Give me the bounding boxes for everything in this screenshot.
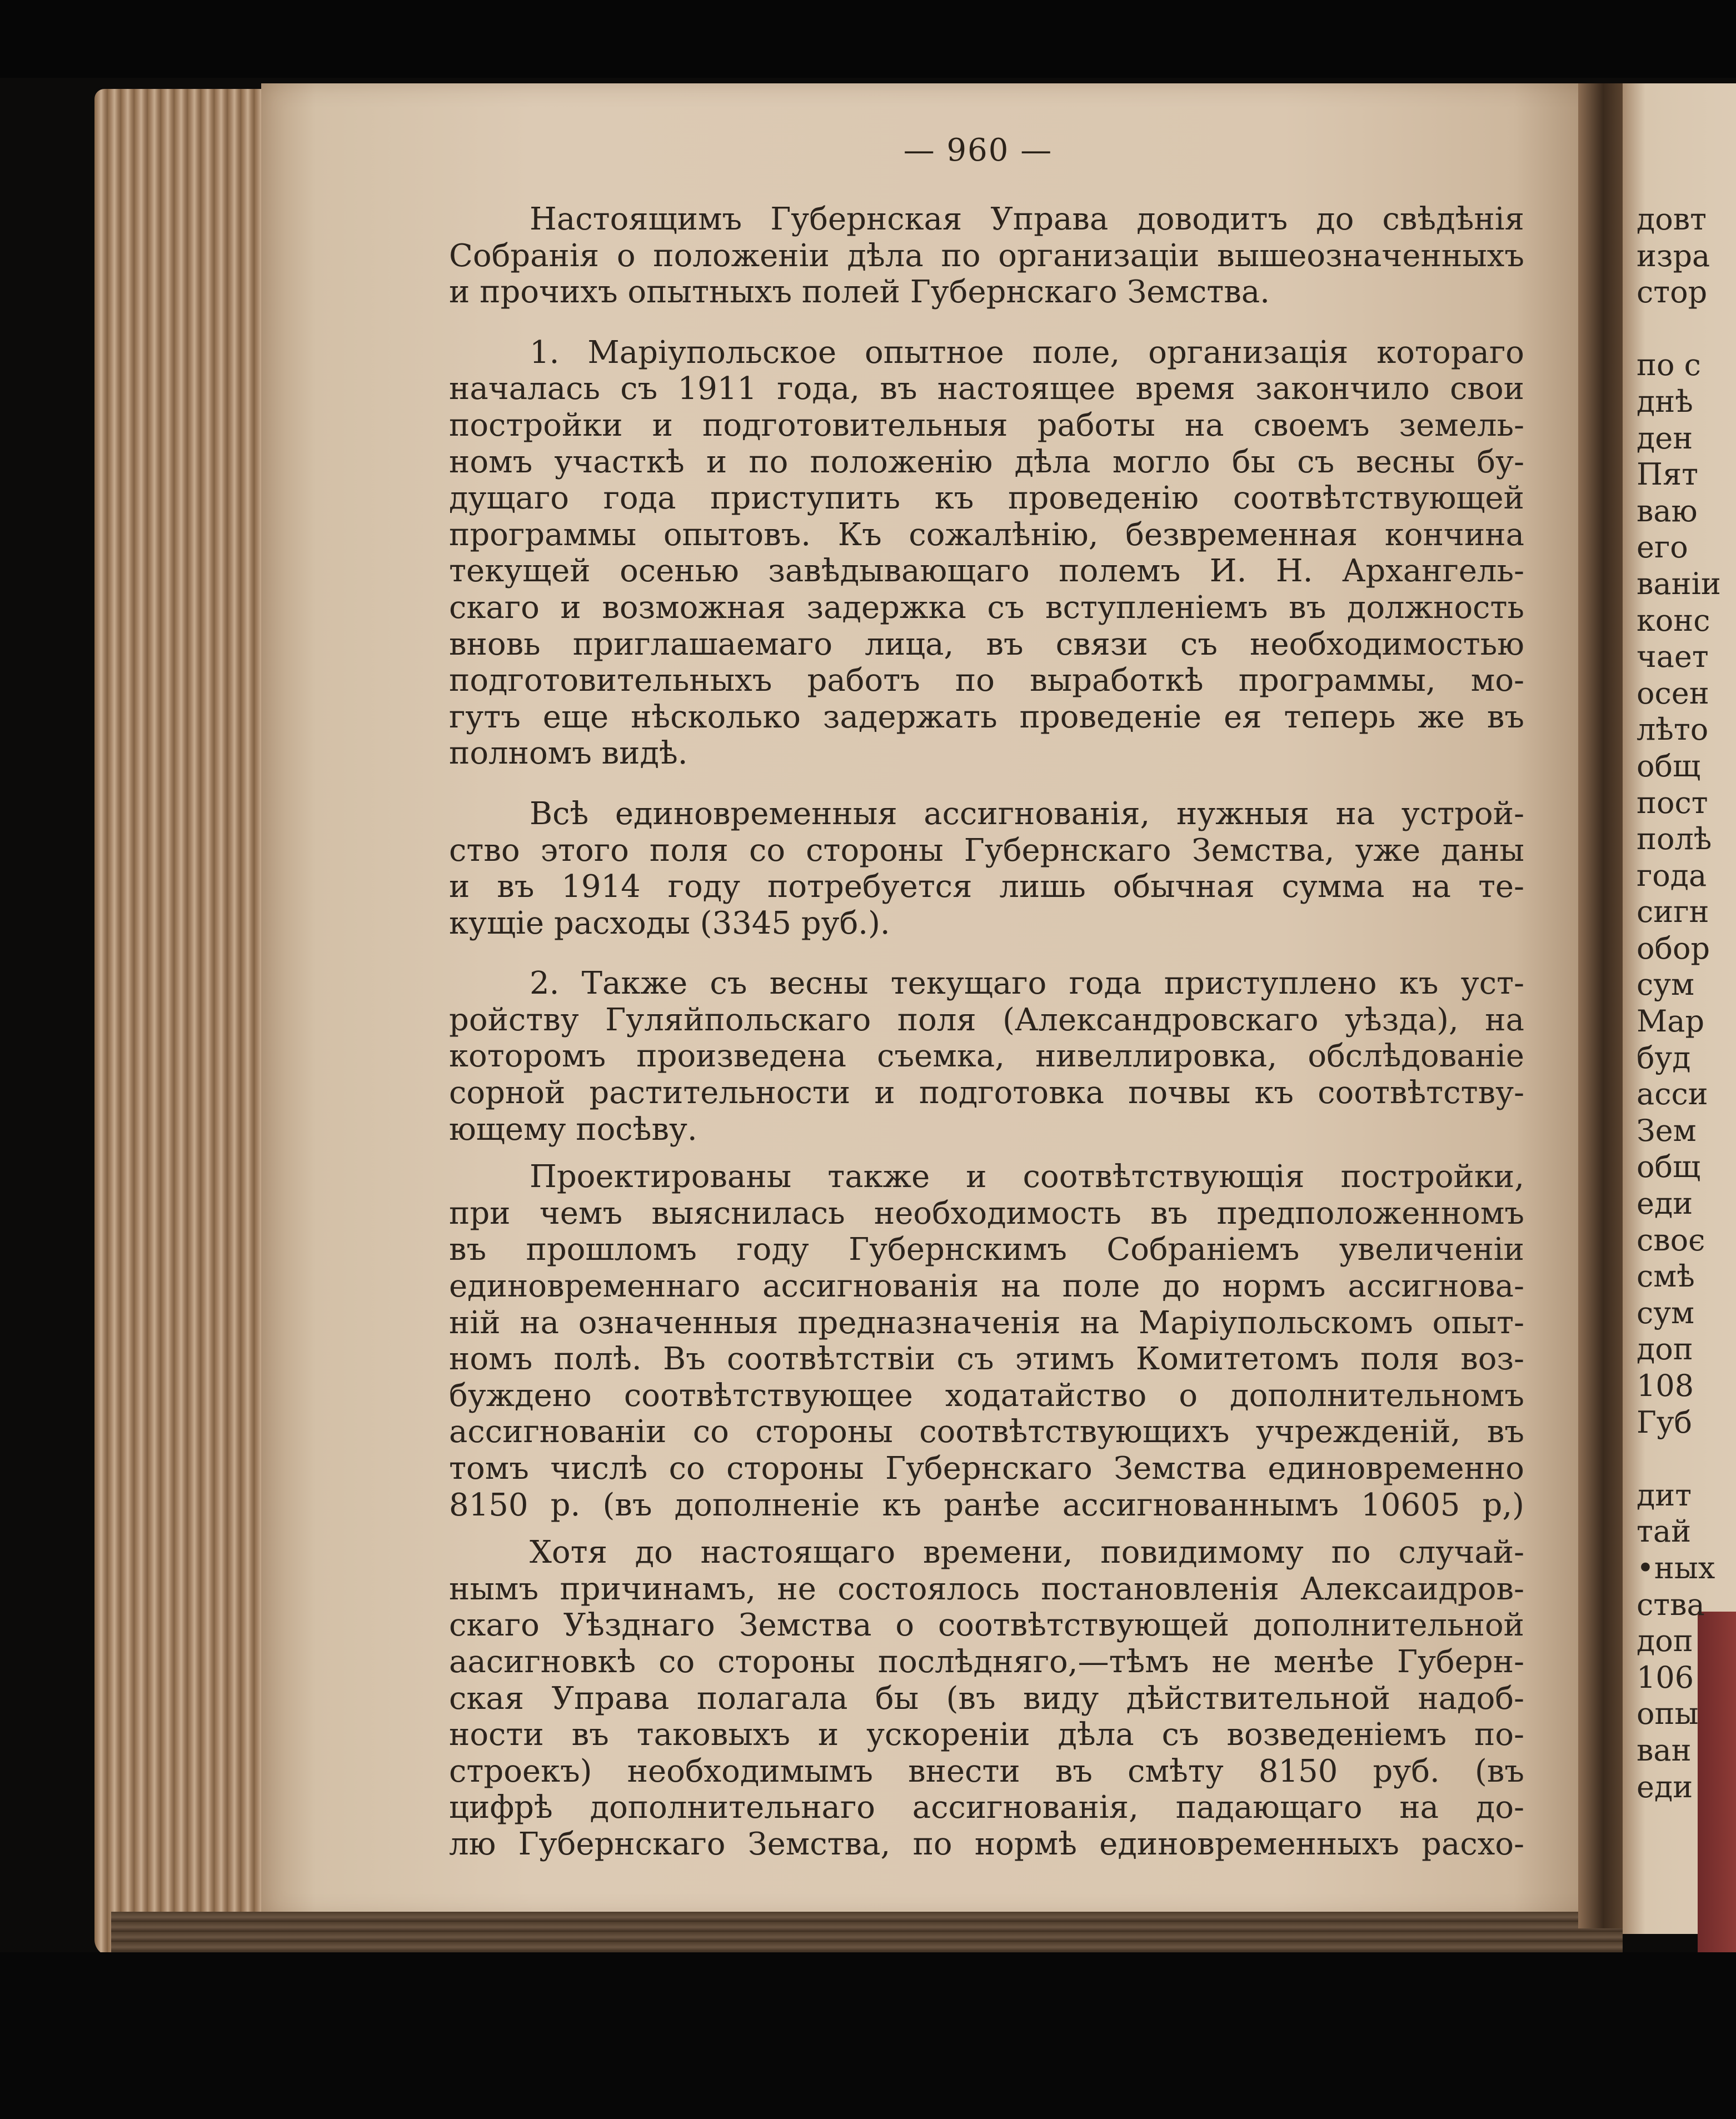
text-line: Проектированы также и соотвѣтствующія постройки, [530, 1159, 1524, 1195]
page-edges-bottom [111, 1912, 1623, 1956]
text-line: номъ участкѣ и по положенію дѣла могло бы съ весны бу- [449, 443, 1524, 480]
text-line: еди [1637, 1769, 1693, 1804]
text-line: кущіе расходы (3345 руб.). [449, 905, 890, 941]
text-line: 2. Также съ весны текущаго года приступлено къ уст- [530, 965, 1524, 1002]
text-line: ваніи [1637, 566, 1721, 601]
text-line: чает [1637, 639, 1709, 675]
text-line: гутъ еще нѣсколько задержать проведеніе ея теперь же въ [449, 699, 1524, 735]
text-line: лю Губернскаго Земства, по нормѣ единовременныхъ расхо- [449, 1826, 1524, 1862]
text-line: тай [1637, 1514, 1692, 1549]
text-line: вновь приглашаемаго лица, въ связи съ необходимостью [449, 626, 1524, 662]
text-line: по с [1637, 347, 1701, 383]
background-top [0, 0, 1736, 78]
text-line: ройству Гуляйпольскаго поля (Александровскаго уѣзда), на [449, 1001, 1524, 1038]
text-line: обор [1637, 930, 1710, 966]
text-line: при чемъ выяснилась необходимость въ предположенномъ [449, 1195, 1524, 1231]
text-line: лѣто [1637, 712, 1709, 747]
text-line: цифрѣ дополнительнаго ассигнованія, падающаго на до- [449, 1789, 1524, 1826]
text-line: Пят [1637, 457, 1699, 492]
text-line: томъ числѣ со стороны Губернскаго Земства единовременно [449, 1450, 1524, 1487]
text-line: доп [1637, 1332, 1693, 1367]
text-line: въ прошломъ году Губернскимъ Собраніемъ увеличеніи [449, 1231, 1524, 1268]
text-line: опы [1637, 1696, 1699, 1732]
text-line: сигн [1637, 894, 1709, 930]
text-line: своє [1637, 1222, 1705, 1258]
text-line: ющему посѣву. [449, 1111, 697, 1148]
text-line: нымъ причинамъ, не состоялось постановленія Алексаидров- [449, 1570, 1524, 1607]
page-number: — 960 — [903, 132, 1053, 168]
text-line: общ [1637, 748, 1701, 784]
right-page-text [1637, 201, 1736, 1805]
text-line: Хотя до настоящаго времени, повидимому по случай- [530, 1534, 1524, 1571]
text-line: началась съ 1911 года, въ настоящее время закончило свои [449, 371, 1524, 407]
text-line: полѣ [1637, 821, 1712, 857]
left-page-text [449, 201, 1524, 1863]
text-line: доп [1637, 1623, 1693, 1659]
text-line: Собранія о положеніи дѣла по организаціи вышеозначенныхъ [449, 237, 1524, 274]
page-edges-stack [94, 89, 289, 1956]
text-line: ности въ таковыхъ и ускореніи дѣла съ возведеніемъ по- [449, 1717, 1524, 1753]
text-line: аасигновкѣ со стороны послѣдняго,—тѣмъ не менѣе Губерн- [449, 1643, 1524, 1680]
text-line: строекъ) необходимымъ внести въ смѣту 8150 руб. (въ [449, 1753, 1524, 1789]
text-line: которомъ произведена съемка, нивеллировка, обслѣдованіе [449, 1038, 1524, 1075]
text-line: смѣ [1637, 1259, 1695, 1294]
text-line: сум [1637, 1295, 1695, 1330]
text-line: программы опытовъ. Къ сожалѣнію, безвременная кончина [449, 516, 1524, 553]
text-line: общ [1637, 1149, 1701, 1185]
text-line: 8150 р. (въ дополненіе къ ранѣе ассигнованнымъ 10605 р,) [449, 1487, 1524, 1523]
text-line: пост [1637, 785, 1708, 820]
text-line: ден [1637, 420, 1693, 456]
text-line: ство этого поля со стороны Губернскаго Земства, уже даны [449, 832, 1524, 869]
text-line: днѣ [1637, 383, 1693, 419]
text-line: полномъ видѣ. [449, 735, 688, 772]
text-line: буд [1637, 1040, 1691, 1075]
text-line: асси [1637, 1076, 1708, 1112]
text-line: Настоящимъ Губернская Управа доводитъ до свѣдѣнія [530, 201, 1524, 237]
text-line: подготовительныхъ работъ по выработкѣ программы, мо- [449, 662, 1524, 699]
text-line: скаго Уѣзднаго Земства о соотвѣтствующей дополнительной [449, 1607, 1524, 1644]
text-line: ства [1637, 1587, 1705, 1622]
text-line: года [1637, 857, 1707, 893]
text-line: ассигнованіи со стороны соотвѣтствующихъ учрежденій, въ [449, 1414, 1524, 1450]
text-line: •ных [1637, 1550, 1715, 1585]
text-line: конс [1637, 602, 1710, 638]
text-line: Зем [1637, 1113, 1697, 1148]
text-line: ская Управа полагала бы (въ виду дѣйствительной надоб- [449, 1680, 1524, 1717]
text-line: скаго и возможная задержка съ вступленіемъ въ должность [449, 589, 1524, 626]
text-line: и прочихъ опытныхъ полей Губернскаго Земства. [449, 274, 1270, 311]
text-line: Губ [1637, 1404, 1693, 1440]
text-line: постройки и подготовительныя работы на своемъ земель- [449, 407, 1524, 443]
text-line: Всѣ единовременныя ассигнованія, нужныя на устрой- [530, 795, 1524, 832]
text-line: довт [1637, 202, 1707, 237]
text-line: изра [1637, 238, 1710, 273]
text-line: ван [1637, 1732, 1692, 1768]
text-line: сум [1637, 967, 1695, 1003]
text-line: 106 [1637, 1659, 1694, 1695]
text-line: Мар [1637, 1004, 1705, 1039]
text-line: текущей осенью завѣдывающаго полемъ И. Н. Архангель- [449, 553, 1524, 590]
text-line: номъ полѣ. Въ соотвѣтствіи съ этимъ Комитетомъ поля воз- [449, 1341, 1524, 1378]
text-line: сорной растительности и подготовка почвы къ соотвѣтству- [449, 1075, 1524, 1111]
text-line: единовременнаго ассигнованія на поле до нормъ ассигнова- [449, 1268, 1524, 1305]
text-line: дит [1637, 1477, 1692, 1513]
text-line: стор [1637, 275, 1708, 310]
text-line: осен [1637, 675, 1709, 711]
text-line: буждено соотвѣтствующее ходатайство о дополнительномъ [449, 1377, 1524, 1414]
text-line: еди [1637, 1186, 1693, 1221]
text-line: дущаго года приступить къ проведенію соотвѣтствующей [449, 480, 1524, 517]
text-line: и въ 1914 году потребуется лишь обычная сумма на те- [449, 869, 1524, 905]
text-line: ваю [1637, 493, 1698, 528]
text-line: ній на означенныя предназначенія на Маріупольскомъ опыт- [449, 1304, 1524, 1341]
background-bottom [0, 1952, 1736, 2119]
text-line: его [1637, 530, 1688, 565]
text-line: 108 [1637, 1368, 1694, 1403]
text-line: 1. Маріупольское опытное поле, организація котораго [530, 334, 1524, 371]
